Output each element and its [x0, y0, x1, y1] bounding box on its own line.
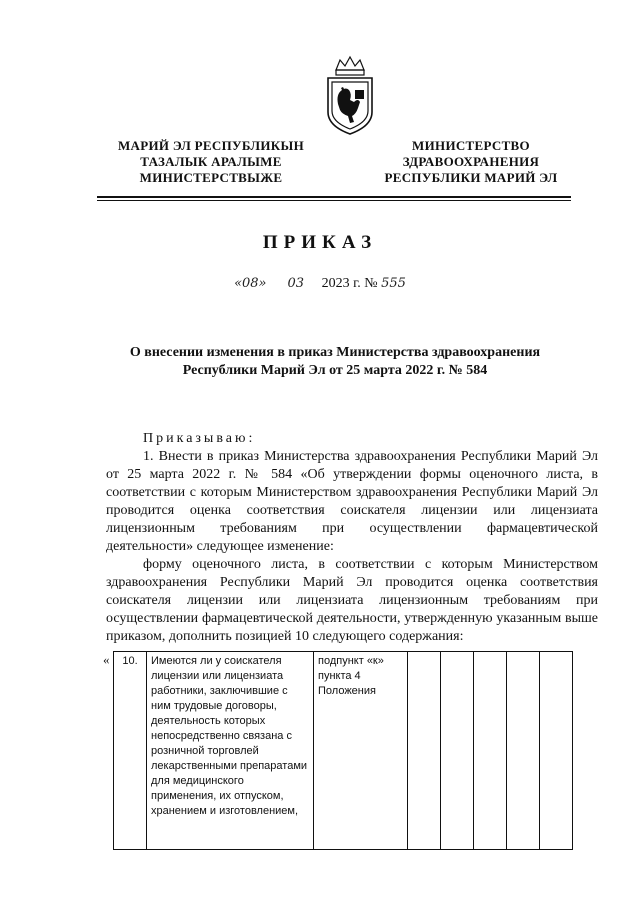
date-month: 03: [287, 276, 305, 291]
date-year-label: 2023 г. №: [321, 276, 378, 291]
order-intro: Приказываю:: [143, 431, 256, 446]
header-right-line: ЗДРАВООХРАНЕНИЯ: [402, 154, 540, 169]
header-rule-thick: [97, 196, 571, 198]
header-left-line: ТАЗАЛЫК АРАЛЫМЕ: [140, 154, 282, 169]
date-day: «08»: [234, 276, 267, 291]
header-right-block: [368, 138, 574, 186]
order-paragraph-2: форму оценочного листа, в соответствии с которым Министерством здравоохранения Республики Марий Эл проводится оценка соответствия соискателя лицензии или лицензиата лицензионным требованиям при осуществлении фармацевтической деятельности, утвержденную указанным выше приказом, дополнить позицией 10 следующего содержания:: [106, 557, 598, 644]
header-left-line: МАРИЙ ЭЛ РЕСПУБЛИКЫН: [117, 138, 305, 153]
header-right-line: РЕСПУБЛИКИ МАРИЙ ЭЛ: [384, 170, 558, 185]
order-body: [106, 430, 598, 646]
date-number-line: [0, 276, 640, 292]
empty-cell: [507, 652, 540, 850]
document-title: ПРИКАЗ: [262, 232, 378, 253]
header-left-line: МИНИСТЕРСТВЫЖЕ: [139, 170, 283, 185]
order-number: 555: [381, 276, 406, 291]
order-subject: О внесении изменения в приказ Министерства здравоохранения Республики Марий Эл от 25 марта 2022 г. № 584: [129, 345, 541, 378]
evaluation-table: [103, 651, 573, 850]
header-right-line: МИНИСТЕРСТВО: [412, 138, 530, 153]
empty-cell: [441, 652, 474, 850]
empty-cell: [474, 652, 507, 850]
empty-cell: [408, 652, 441, 850]
order-paragraph-1: 1. Внести в приказ Министерства здравоохранения Республики Марий Эл от 25 марта 2022 г. № 584 «Об утверждении формы оценочного листа, в соответствии с которым Министерством здравоохранения Республики Марий Эл проводится оценка соответствия соискателя лицензии или лицензиата лицензионным требованиям при осуществлении фармацевтической деятельности» следующее изменение:: [106, 449, 598, 554]
row-question: Имеются ли у соискателя лицензии или лицензиата работники, заключившие с ним трудовые договоры, деятельность которых непосредственно связана с розничной торговлей лекарственными препаратами для медицинского применения, их отпуском, хранением и изготовлением,: [147, 652, 314, 850]
coat-of-arms-emblem: [322, 54, 378, 136]
row-reference: подпункт «к» пункта 4 Положения: [314, 652, 408, 850]
header-rule-thin: [97, 200, 571, 201]
empty-cell: [540, 652, 573, 850]
open-quote: «: [103, 652, 114, 850]
header-left-block: [96, 138, 326, 186]
row-number: 10.: [114, 652, 147, 850]
table-row: [103, 652, 573, 850]
